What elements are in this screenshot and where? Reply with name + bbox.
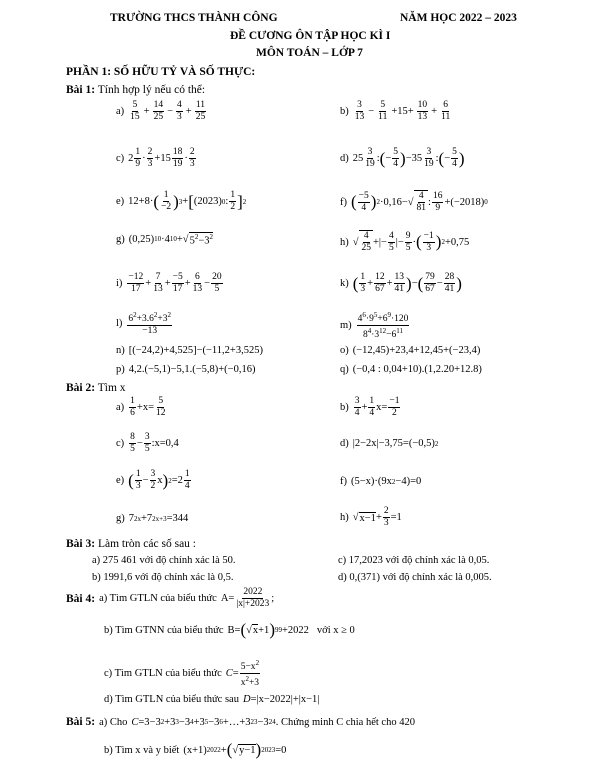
label-f: f) (340, 476, 347, 487)
bai2-heading (66, 382, 126, 394)
bai1-label: Bài 1: (66, 84, 96, 96)
bai1-q: q) (−0,4 : 0,04+10).(1,2.20+12.8) (340, 364, 482, 375)
bai1-m: m) $4^6\cdot 9^5+6^9\cdot 120$ $8^4\cdot 3^{12}-6^{11}$ (340, 311, 409, 341)
bai3-a: a) 275 461 với độ chính xác là 50. (92, 555, 236, 566)
bai4-b: b) Tìm GTNN của biểu thức B= ( √ x +1 ) 99 +2022 với x ≥ 0 (104, 620, 355, 639)
label-m: m) (340, 320, 352, 332)
label-e: e) (116, 196, 125, 207)
label-n: n) (116, 345, 125, 356)
label-p: p) (116, 364, 125, 375)
bai1-heading (66, 84, 205, 96)
bai2-h: h) √ x−1 + 2 3 =1 (340, 506, 402, 528)
bai1-h: h) √ $\frac{4}{25}$ +|− 4 5 |− 9 5 · ( −1 3 ) 2 +0,75 (340, 230, 470, 253)
label-h: h) (340, 512, 349, 523)
bai5-b-text: b) Tìm x và y biết (104, 744, 180, 756)
bai1-d: d) 25 3 19 : ( − 5 4 ) −35 3 19 : ( − 5 4 ) (340, 147, 465, 169)
bai1-g: g) (0,25) 10 ·4 10 +√ $5^2-3^2$ (116, 233, 213, 247)
bai2-f: f) (5−x)·(9x 2 −4)=0 (340, 476, 422, 487)
label-a: a) (116, 106, 125, 117)
bai1-p: p) 4,2.(−5,1)−5,1.(−5,8)+(−0,16) (116, 364, 256, 375)
label-a: a) (116, 402, 125, 413)
bai4-c: c) Tìm GTLN của biểu thức C = $5-x^2$ $x^2+3$ (104, 659, 260, 689)
label-b: b) (340, 402, 349, 413)
label-o: o) (340, 345, 349, 356)
bai5-a-text: a) Cho (99, 716, 128, 728)
bai5-b: b) Tìm x và y biết (x+1) 2022 + ( √ y−1 ) 2023 =0 (104, 740, 287, 759)
label-d: d) (340, 153, 349, 164)
bai3-c: c) 17,2023 với độ chính xác là 0,05. (338, 555, 490, 566)
bai2-label: Bài 2: (66, 382, 96, 394)
bai1-k: k) ( 1 3 + 12 67 + 13 41 ) − ( 79 67 − 28 41 ) (340, 272, 462, 294)
bai1-o: o) (−12,45)+23,4+12,45+(−23,4) (340, 345, 481, 356)
bai3-d: d) 0,(371) với độ chính xác là 0,005. (338, 572, 492, 583)
bai2-a: a) 1 6 +x= 5 12 (116, 396, 166, 418)
bai4-label: Bài 4: (66, 592, 96, 605)
bai1-l: l) $6^2+3.6^2+3^2$ −13 (116, 311, 172, 337)
label-i: i) (116, 278, 123, 289)
label-g: g) (116, 513, 125, 524)
bai3-label: Bài 3: (66, 538, 96, 550)
bai2-c: c) 8 5 − 3 5 :x=0,4 (116, 432, 179, 454)
bai3-heading (66, 538, 196, 550)
bai1-e: e) 12+8· ( 1 −2 ) 3 + [ (2023) 0 : 1 2 ] 2 (116, 190, 247, 212)
label-e: e) (116, 475, 125, 486)
bai1-b: b) 3 13 − $\frac{5}{11}$ +15+ $\frac{10}{13}$ + $\frac{6}{11}$ (340, 100, 451, 122)
label-c: c) (116, 153, 125, 164)
bai4-a-text: a) Tìm GTLN của biểu thức (99, 593, 217, 604)
part1-heading: PHẦN 1: SỐ HỮU TỶ VÀ SỐ THỰC: (66, 66, 256, 78)
label-g: g) (116, 233, 125, 245)
bai2-e: e) ( 1 3 − 3 2 x ) 2 =2 1 4 (116, 469, 190, 491)
bai2-b: b) 3 4 + 1 4 x= −1 2 (340, 396, 400, 418)
label-q: q) (340, 364, 349, 375)
school-name: TRƯỜNG THCS THÀNH CÔNG (110, 12, 278, 24)
bai5-label: Bài 5: (66, 716, 96, 728)
bai4-d: d) Tìm GTLN của biểu thức sau D =|x−2022|+|x−1| (104, 694, 320, 705)
bai5-a-tail: . Chứng minh C chia hết cho 420 (275, 716, 415, 728)
label-h: h) (340, 236, 349, 248)
label-c: c) (116, 438, 125, 449)
bai4-c-text: c) Tìm GTLN của biểu thức (104, 668, 222, 680)
bai4-b-text: b) Tìm GTNN của biểu thức (104, 624, 224, 636)
bai1-c: c) 2 1 9 · 2 3 +15 18 19 · 2 3 (116, 147, 195, 169)
doc-subject: MÔN TOÁN – LỚP 7 (256, 47, 363, 59)
bai1-text: Tính hợp lý nếu có thể: (97, 84, 206, 96)
label-k: k) (340, 278, 349, 289)
bai1-n: n) [(−24,2)+4,525]−(−11,2+3,525) (116, 345, 263, 356)
bai4-d-text: d) Tìm GTLN của biểu thức sau (104, 694, 239, 705)
bai1-a: a) 5 15 + $\frac{14}{25}$ − $\frac{4}{3}$ + $\frac{11}{25}$ (116, 100, 206, 122)
doc-title: ĐỀ CƯƠNG ÔN TẬP HỌC KÌ I (230, 30, 391, 42)
bai3-text: Làm tròn các số sau : (97, 538, 196, 550)
bai4-b-cond: với x ≥ 0 (316, 624, 355, 636)
bai1-i: i) −12 17 + 7 13 + −5 17 + 6 13 − 20 5 (116, 272, 222, 294)
school-year: NĂM HỌC 2022 – 2023 (400, 12, 517, 24)
bai2-d: d) |2−2x|−3,75=(−0,5) 2 (340, 438, 439, 449)
bai3-b: b) 1991,6 với độ chính xác là 0,5. (92, 572, 234, 583)
label-f: f) (340, 196, 347, 208)
label-d: d) (340, 438, 349, 449)
bai4-a: Bài 4: a) Tìm GTLN của biểu thức A= 2022 |x|+2023 ; (66, 587, 275, 609)
bai2-g: g) 7 2x +7 2x+3 =344 (116, 513, 189, 524)
bai5-a: Bài 5: a) Cho C =3−3 2 +3 3 −3 4 +3 5 −3 6 +…+3 23 −3 24 . Chứng minh C chia hết cho 420 (66, 716, 415, 728)
label-b: b) (340, 106, 349, 117)
label-l: l) (116, 318, 123, 330)
bai1-f: f) ( −5 4 ) 2 ·0,16−√ $\frac{4}{81}$ : 16 9 +(−2018) 0 (340, 190, 488, 213)
bai2-text: Tìm x (97, 382, 126, 394)
